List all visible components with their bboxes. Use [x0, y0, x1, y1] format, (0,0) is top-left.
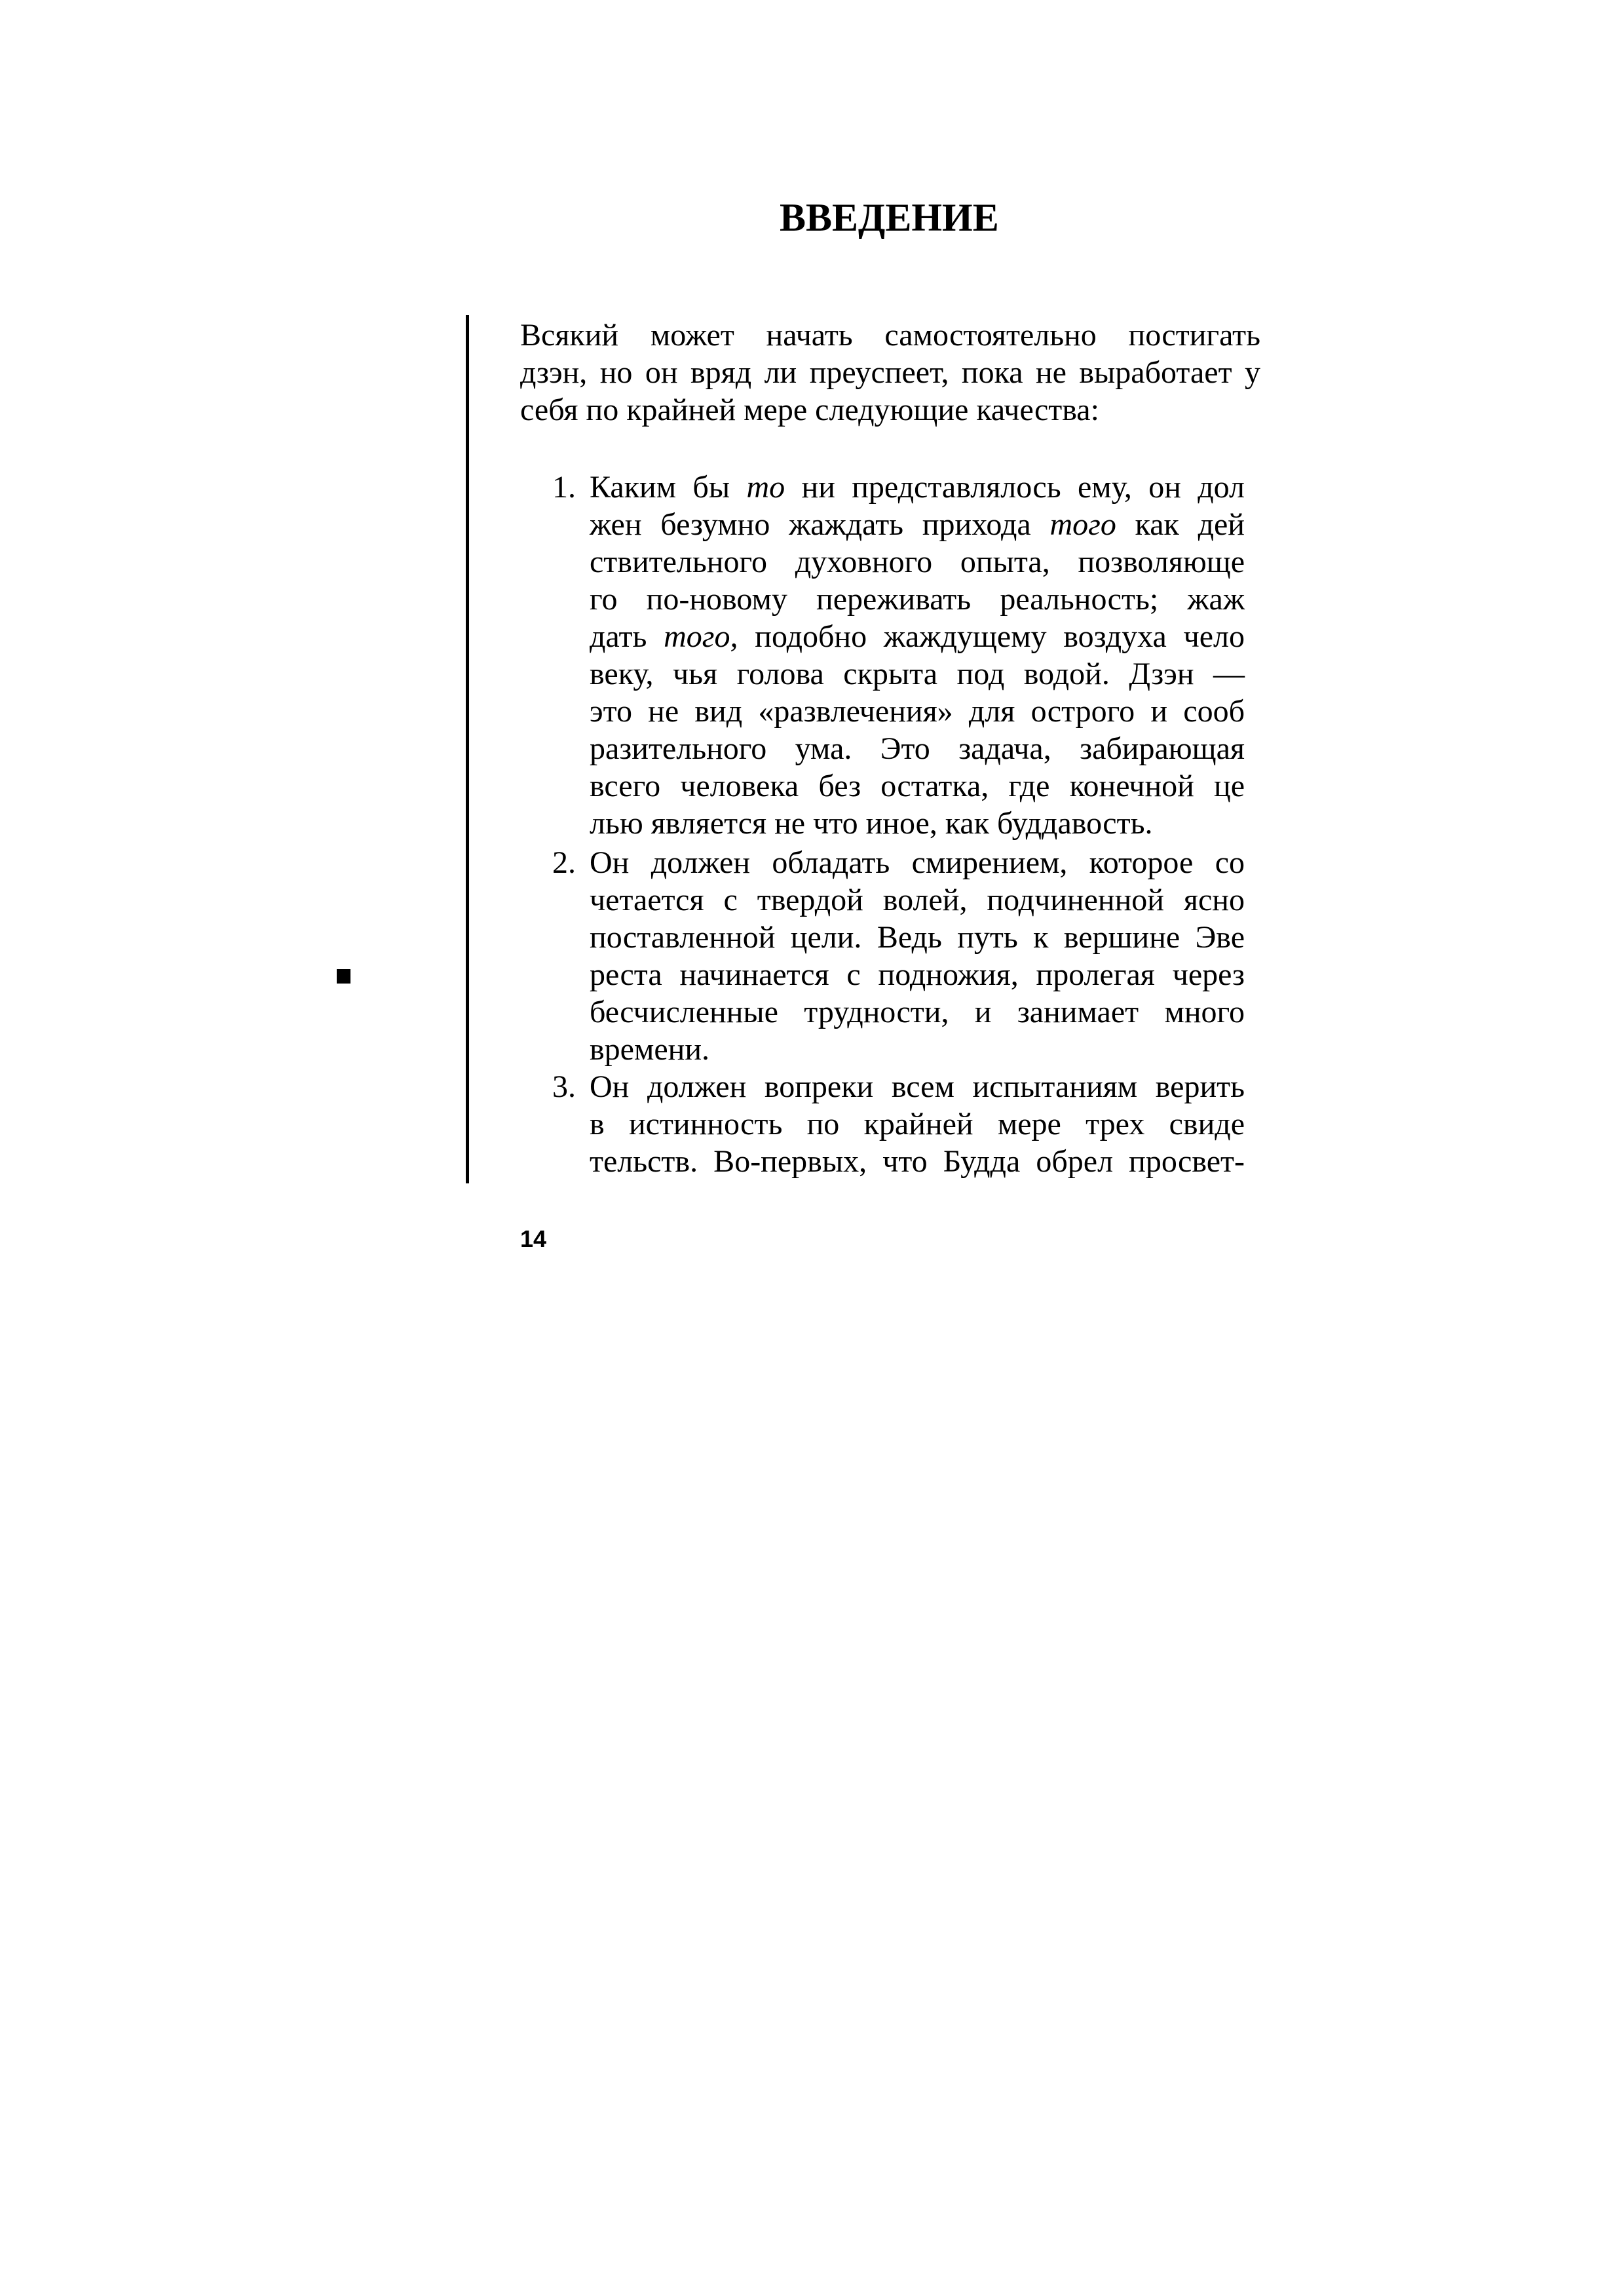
line-text: это не вид «развлечения» для острого и сооб	[590, 694, 1245, 729]
list-item-line	[590, 731, 1245, 767]
line-text: жен безумно жаждать прихода	[590, 507, 1050, 542]
line-text: разительного ума. Это задача, забирающая	[590, 731, 1245, 766]
margin-rule	[466, 315, 469, 1183]
list-number: 3.	[552, 1069, 576, 1104]
line-text: реста начинается с подножия, пролегая через	[590, 957, 1245, 992]
line-text: дать	[590, 619, 664, 654]
list-item-line	[590, 469, 1245, 506]
line-text: го по-новому переживать реальность; жаж	[590, 582, 1245, 617]
line-text: лью является не что иное, как буддавость.	[590, 806, 1153, 841]
line-text: веку, чья голова скрыта под водой. Дзэн —	[590, 657, 1245, 691]
line-text: Он должен обладать смирением, которое со	[590, 845, 1245, 880]
line-text: Он должен вопреки всем испытаниям верить	[590, 1069, 1245, 1104]
chapter-heading: ВВЕДЕНИЕ	[780, 196, 999, 239]
list-item-line	[590, 957, 1245, 993]
line-text: Каким бы	[590, 470, 747, 505]
list-item-line	[590, 544, 1245, 581]
line-text: поставленной цели. Ведь путь к вершине Эве	[590, 920, 1245, 955]
list-item-line	[590, 805, 1245, 842]
list-item-line	[590, 581, 1245, 618]
line-text: времени.	[590, 1032, 710, 1067]
line-text: тельств. Во-первых, что Будда обрел просвет-	[590, 1144, 1245, 1179]
list-item-line	[590, 619, 1245, 655]
emphasis-text: того	[1049, 507, 1116, 542]
line-text: бесчисленные трудности, и занимает много	[590, 995, 1245, 1029]
list-item-line	[590, 1031, 1245, 1068]
emphasis-text: того,	[664, 619, 738, 654]
page-number: 14	[520, 1225, 547, 1252]
list-item-line	[590, 768, 1245, 805]
intro-line: Всякий может начать самостоятельно постигать	[520, 318, 1260, 353]
list-item-line	[590, 994, 1245, 1031]
list-number: 2.	[552, 845, 576, 880]
list-item-line	[590, 1143, 1245, 1180]
line-text: как дей	[1116, 507, 1245, 542]
emphasis-text: то	[746, 470, 785, 505]
list-number: 1.	[552, 470, 576, 505]
square-marker	[337, 969, 350, 984]
list-item-line	[590, 693, 1245, 730]
list-item-line	[590, 882, 1245, 919]
list-item-line	[590, 1069, 1245, 1105]
line-text: в истинность по крайней мере трех свиде	[590, 1107, 1245, 1141]
line-text: ни представлялось ему, он дол	[785, 470, 1245, 505]
list-item-line	[590, 919, 1245, 956]
line-text: всего человека без остатка, где конечной це	[590, 769, 1245, 803]
intro-line: себя по крайней мере следующие качества:	[520, 392, 1099, 427]
line-text: четается с твердой волей, подчиненной ясно	[590, 883, 1245, 917]
line-text: подобно жаждущему воздуха чело	[738, 619, 1245, 654]
intro-line: дзэн, но он вряд ли преуспеет, пока не выработает у	[520, 355, 1260, 390]
list-item-line	[590, 507, 1245, 543]
list-item-line	[590, 656, 1245, 693]
list-item-line	[590, 845, 1245, 881]
line-text: ствительного духовного опыта, позволяюще	[590, 545, 1245, 579]
list-item-line	[590, 1106, 1245, 1143]
